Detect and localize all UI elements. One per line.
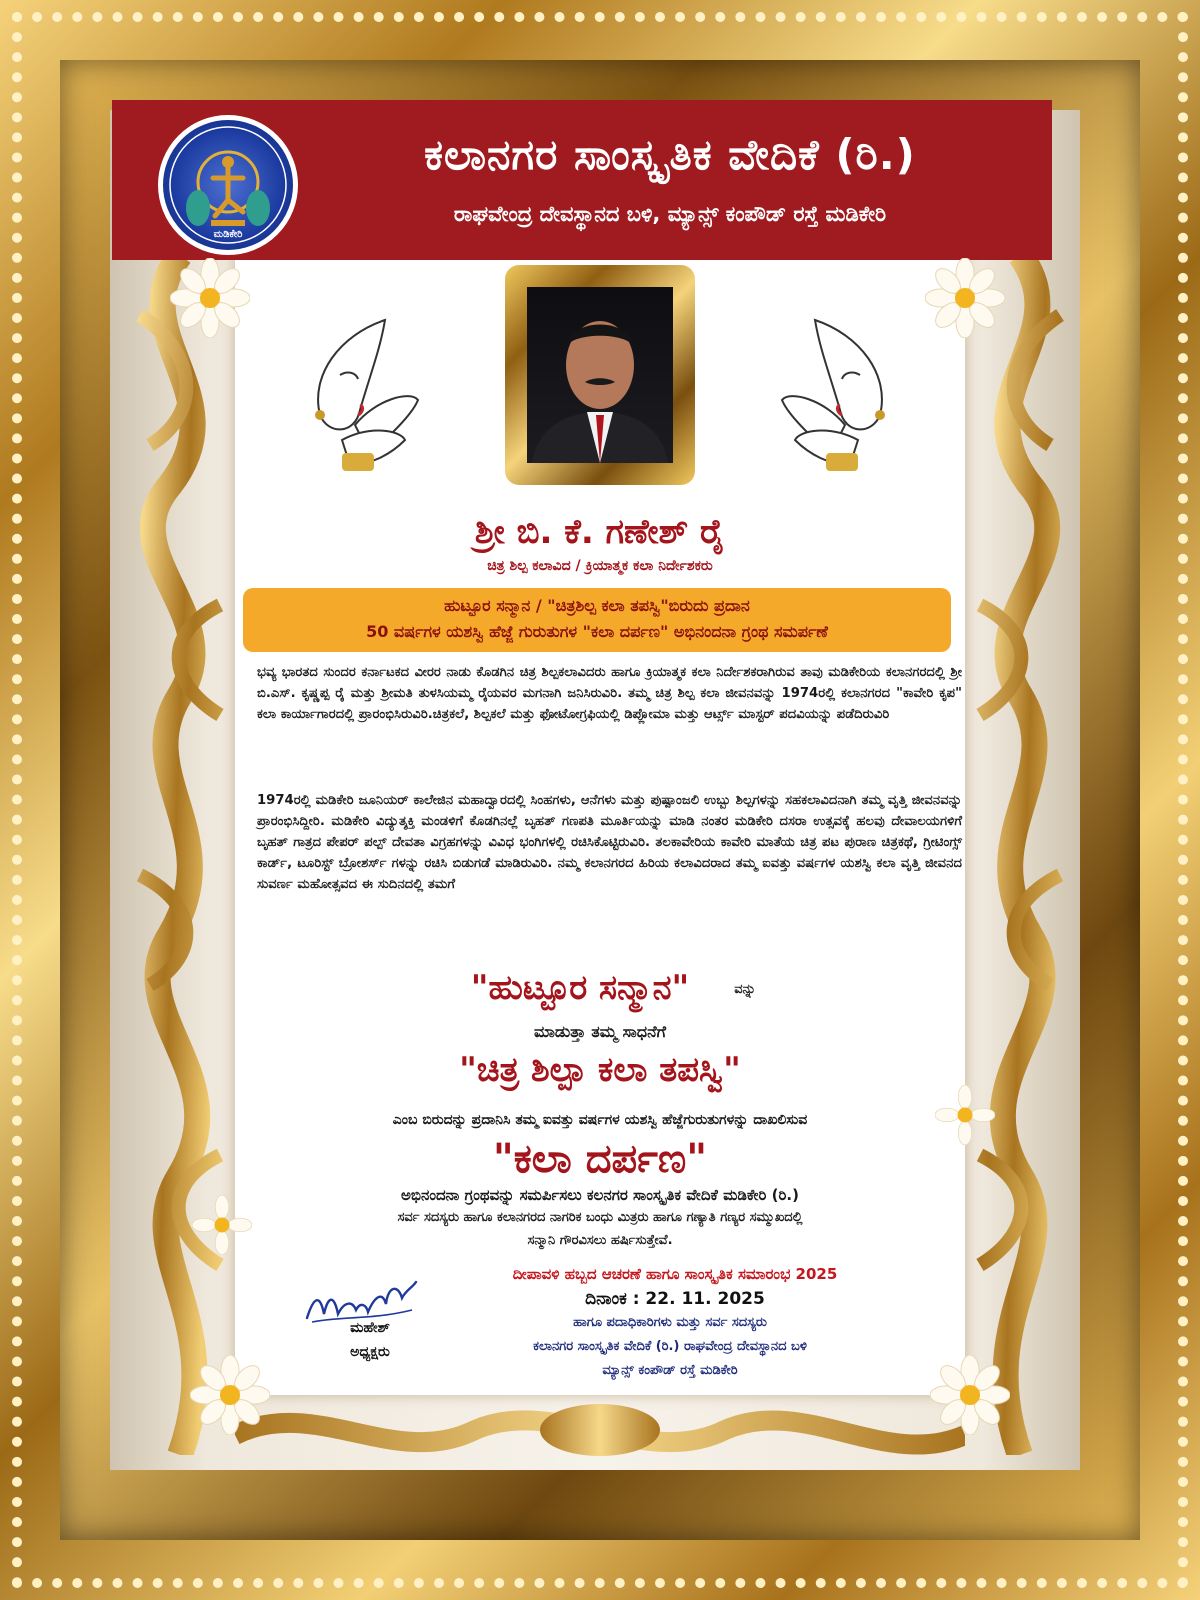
portrait-photo xyxy=(527,287,673,463)
flower-bottom-right-icon xyxy=(930,1355,1010,1435)
bottom-scroll-ornament xyxy=(235,1395,965,1470)
organization-logo xyxy=(158,115,298,255)
biography-paragraph-2: 1974ರಲ್ಲಿ ಮಡಿಕೇರಿ ಜೂನಿಯರ್ ಕಾಲೇಜಿನ ಮಹಾದ್ವಾರದಲ್ಲಿ ಸಿಂಹಗಳು, ಆನೆಗಳು ಮತ್ತು ಪುಷ್ಪಾಂಜಲಿ ಉಬ್ಬು ಶಿಲ್ಪಗಳನ್ನು ಸಹಕಲಾವಿದನಾಗಿ ತಮ್ಮ ವೃತ್ತಿ ಜೀವನವನ್ನು ಪ್ರಾರಂಭಿಸಿದ್ದೀರಿ. ಮಡಿಕೇರಿ ವಿದ್ಯುತ್ಶಕ್ತಿ ಮಂಡಳಿಗೆ ಕೊಡಗಿನಲ್ಲೆ ಬೃಹತ್ ಗಣಪತಿ ಮೂರ್ತಿಯನ್ನು ಮಾಡಿ ನಂತರ ಮಡಿಕೇರಿ ದಸರಾ ಉತ್ಸವಕ್ಕೆ ಹಲವು ದೇವಾಲಯಗಳಿಗೆ ಬೃಹತ್ ಗಾತ್ರದ ಪೇಪರ್ ಪಲ್ಪ್ ದೇವತಾ ವಿಗ್ರಹಗಳನ್ನು ವಿವಿಧ ಭಂಗಿಗಳಲ್ಲಿ ರಚಿಸಿಕೊಟ್ಟಿರುವಿರಿ. ತಲಕಾವೇರಿಯ ಕಾವೇರಿ ಮಾತೆಯ ಚಿತ್ರ ಪಟ ಪುರಾಣ ಚಿತ್ರಕಥೆ, ಗ್ರೀಟಿಂಗ್ಸ್ ಕಾರ್ಡ್, ಟೂರಿಸ್ಟ್ ಬ್ರೋಶರ್ಸ್ ಗಳನ್ನು ರಚಿಸಿ ಬಿಡುಗಡೆ ಮಾಡಿರುವಿರಿ. ನಮ್ಮ ಕಲಾನಗರದ ಹಿರಿಯ ಕಲಾವಿದರಾದ ತಮ್ಮ ಐವತ್ತು ವರ್ಷಗಳ ಯಶಸ್ವಿ ಕಲಾ ವೃತ್ತಿ ಜೀವನದ ಸುವರ್ಣ ಮಹೋತ್ಸವದ ಈ ಸುದಿನದಲ್ಲಿ ತಮಗೆ xyxy=(257,793,962,892)
flower-top-left-icon xyxy=(170,258,250,338)
footer-line-2: ಕಲಾನಗರ ಸಾಂಸ್ಕೃತಿಕ ವೇದಿಕೆ (ರಿ.) ರಾಘವೇಂದ್ರ ದೇವಸ್ಥಾನದ ಬಳಿ xyxy=(533,1339,807,1354)
namaste-figure-left-icon xyxy=(300,315,430,485)
namaste-figure-right-icon xyxy=(770,315,900,485)
honor-banner xyxy=(243,588,951,652)
portrait-silhouette-icon xyxy=(527,287,673,463)
organization-address: ರಾಘವೇಂದ್ರ ದೇವಸ್ಥಾನದ ಬಳಿ, ಮ್ಯಾನ್ಸ್ ಕಂಪೌಡ್ ರಸ್ತೆ ಮಡಿಕೇರಿ xyxy=(453,202,887,226)
closing-line-2: ಸರ್ವ ಸದಸ್ಯರು ಹಾಗೂ ಕಲಾನಗರದ ನಾಗರಿಕ ಬಂಧು ಮಿತ್ರರು ಹಾಗೂ ಗಣ್ಯಾತಿ ಗಣ್ಯರ ಸಮ್ಮುಖದಲ್ಲಿ xyxy=(397,1210,803,1225)
line-after-title: ಎಂಬ ಬಿರುದನ್ನು ಪ್ರದಾನಿಸಿ ತಮ್ಮ ಐವತ್ತು ವರ್ಷಗಳ ಯಶಸ್ವಿ ಹೆಜ್ಜೆಗುರುತುಗಳನ್ನು ದಾಖಲಿಸುವ xyxy=(392,1112,808,1128)
honoree-profession: ಚಿತ್ರ ಶಿಲ್ಪ ಕಲಾವಿದ / ಕ್ರಿಯಾತ್ಮಕ ಕಲಾ ನಿರ್ದೇಶಕರು xyxy=(487,558,713,574)
closing-line-3: ಸನ್ಮಾನಿ ಗೌರವಿಸಲು ಹರ್ಷಿಸುತ್ತೇವೆ. xyxy=(527,1233,673,1248)
organization-title: ಕಲಾನಗರ ಸಾಂಸ್ಕೃತಿಕ ವೇದಿಕೆ (ರಿ.) xyxy=(424,130,916,179)
title-name: "ಚಿತ್ರ ಶಿಲ್ಪಾ ಕಲಾ ತಪಸ್ವಿ" xyxy=(459,1050,741,1090)
signatory-title: ಅಧ್ಯಕ್ಷರು xyxy=(350,1344,390,1360)
signature-image xyxy=(302,1276,422,1326)
event-date: ದಿನಾಂಕ : 22. 11. 2025 xyxy=(585,1289,765,1309)
footer-line-1: ಹಾಗೂ ಪದಾಧಿಕಾರಿಗಳು ಮತ್ತು ಸರ್ವ ಸದಸ್ಯರು xyxy=(573,1315,767,1330)
footer-line-3: ಮ್ಯಾನ್ಸ್ ಕಂಪೌಡ್ ರಸ್ತೆ ಮಡಿಕೇರಿ xyxy=(602,1363,738,1378)
book-name: "ಕಲಾ ದರ್ಪಣ" xyxy=(492,1136,708,1182)
signatory-name: ಮಹೇಶ್ xyxy=(350,1320,390,1336)
banner-line-2: 50 ವರ್ಷಗಳ ಯಶಸ್ವಿ ಹೆಜ್ಜೆ ಗುರುತುಗಳ "ಕಲಾ ದರ್ಪಣ" ಅಭಿನಂದನಾ ಗ್ರಂಥ ಸಮರ್ಪಣೆ xyxy=(366,622,828,641)
logo-caption: ಮಡಿಕೇರಿ xyxy=(213,229,243,240)
portrait-frame xyxy=(505,265,695,485)
award-name: "ಹುಟ್ಟೂರ ಸನ್ಮಾನ" xyxy=(470,968,690,1008)
closing-line-1: ಅಭಿನಂದನಾ ಗ್ರಂಥವನ್ನು ಸಮರ್ಪಿಸಲು ಕಲನಗರ ಸಾಂಸ್ಕೃತಿಕ ವೇದಿಕೆ ಮಡಿಕೇರಿ (ರಿ.) xyxy=(401,1186,799,1204)
festival-line: ದೀಪಾವಳಿ ಹಬ್ಬದ ಆಚರಣೆ ಹಾಗೂ ಸಾಂಸ್ಕೃತಿಕ ಸಮಾರಂಭ 2025 xyxy=(512,1265,838,1283)
line-before-title: ಮಾಡುತ್ತಾ ತಮ್ಮ ಸಾಧನೆಗೆ xyxy=(534,1022,666,1041)
biography-paragraph-1: ಭವ್ಯ ಭಾರತದ ಸುಂದರ ಕರ್ನಾಟಕದ ವೀರರ ನಾಡು ಕೊಡಗಿನ ಚಿತ್ರ ಶಿಲ್ಪಕಲಾವಿದರು ಹಾಗೂ ಕ್ರಿಯಾತ್ಮಕ ಕಲಾ ನಿರ್ದೇಶಕರಾಗಿರುವ ತಾವು ಮಡಿಕೇರಿಯ ಕಲಾನಗರದಲ್ಲಿ ಶ್ರೀ ಬಿ.ಎಸ್. ಕೃಷ್ಣಪ್ಪ ರೈ ಮತ್ತು ಶ್ರೀಮತಿ ತುಳಸಿಯಮ್ಮ ರೈಯವರ ಮಗನಾಗಿ ಜನಿಸಿರುವಿರಿ. ತಮ್ಮ ಚಿತ್ರ ಶಿಲ್ಪ ಕಲಾ ಜೀವನವನ್ನು 1974ರಲ್ಲಿ ಕಲಾನಗರದ "ಕಾವೇರಿ ಕೃಪ" ಕಲಾ ಕಾರ್ಯಾಗಾರದಲ್ಲಿ ಪ್ರಾರಂಭಿಸಿರುವಿರಿ.ಚಿತ್ರಕಲೆ, ಶಿಲ್ಪಕಲೆ ಮತ್ತು ಫೋಟೋಗ್ರಫಿಯಲ್ಲಿ ಡಿಪ್ಲೋಮಾ ಮತ್ತು ಆರ್ಟ್ಸ್ ಮಾಸ್ಟರ್ ಪದವಿಯನ್ನು ಪಡೆದಿರುವಿರಿ xyxy=(257,665,962,722)
award-suffix: ವನ್ನು xyxy=(734,982,756,997)
flower-top-right-icon xyxy=(925,258,1005,338)
flower-bottom-left-icon xyxy=(190,1355,270,1435)
honoree-name: ಶ್ರೀ ಬಿ. ಕೆ. ಗಣೇಶ್ ರೈ xyxy=(474,512,726,552)
banner-line-1: ಹುಟ್ಟೂರ ಸನ್ಮಾನ / "ಚಿತ್ರಶಿಲ್ಪ ಕಲಾ ತಪಸ್ವಿ"ಬಿರುದು ಪ್ರದಾನ xyxy=(444,596,750,615)
